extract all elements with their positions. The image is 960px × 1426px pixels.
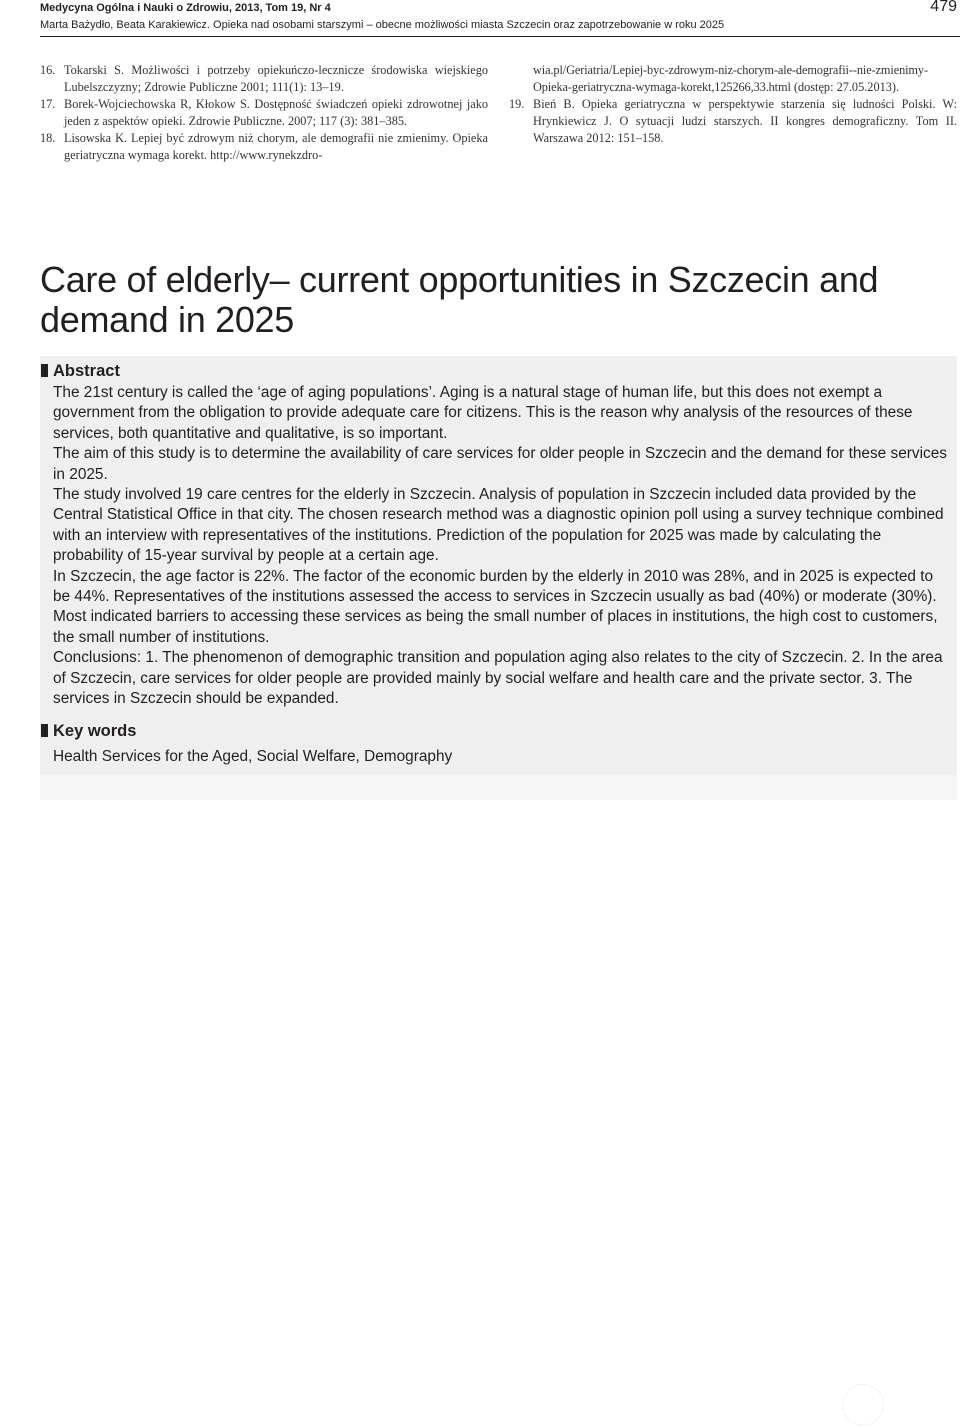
keywords-heading-label: Key words [53,722,137,740]
abstract-heading [41,362,120,381]
reference-item [40,62,488,96]
section-marker-icon [41,724,48,737]
journal-name: Medycyna Ogólna i Nauki o Zdrowiu, 2013, Tom 19, Nr 4 [40,2,331,14]
section-marker-icon [41,364,48,377]
running-title: Marta Bażydło, Beata Karakiewicz. Opieka nad osobami starszymi – obecne możliwości miasta Szczecin oraz zapotrzebowanie w roku 2025 [40,19,725,31]
page-header [40,0,960,37]
reference-item [40,96,488,130]
reference-text: Tokarski S. Możliwości i potrzeby opiekuńczo-lecznicze środowiska wiejskiego Lubelszczyzny; Zdrowie Publiczne 2001; 111(1): 13–19. [64,63,488,94]
reference-number: 16. [40,63,56,77]
references-left-column [40,62,488,164]
references-right-column [509,62,957,147]
article-title: Care of elderly– current opportunities in Szczecin and demand in 2025 [40,259,879,340]
watermark-icon [842,1384,884,1426]
keywords-heading [41,722,136,741]
reference-text: Borek-Wojciechowska R, Kłokow S. Dostępność świadczeń opieki zdrowotnej jako jeden z aspektów opieki. Zdrowie Publiczne. 2007; 117 (3): 381–385. [64,97,488,128]
abstract-heading-label: Abstract [53,362,120,380]
abstract-box-footer [40,775,957,800]
reference-access-date: (dostęp: 27.05.2013). [793,80,900,94]
reference-continuation [533,62,957,96]
abstract-paragraph: The study involved 19 care centres for the elderly in Szczecin. Analysis of population in Szczecin included data provided by the Central Statistical Office in that city. The chosen research method was a diagnostic opinion poll using a survey technique combined with an interview with representatives of the institutions. Prediction of the population for 2025 was made by calculating the probability of 15-year survival by people at a certain age. [53,486,944,565]
reference-number: 19. [509,97,525,111]
reference-text: Bień B. Opieka geriatryczna w perspektywie starzenia się ludności Polski. W: Hrynkiewicz J. O sytuacji ludzi starszych. II kongres demograficzny. Tom II. Warszawa 2012: 151–158. [533,97,957,145]
abstract-paragraph: The aim of this study is to determine the availability of care services for older people in Szczecin and the demand for these services in 2025. [53,445,947,483]
reference-url[interactable]: wia.pl/Geriatria/Lepiej-byc-zdrowym-niz-chorym-ale-demografii--nie-zmienimy-Opieka-geriatryczna-wymaga-korekt,125266,33.html [533,63,928,94]
abstract-paragraph: The 21st century is called the ‘age of aging populations’. Aging is a natural stage of human life, but this does not exempt a government from the obligation to provide adequate care for citizens. This is the reason why analysis of the resources of these services, both quantitative and qualitative, is so important. [53,384,913,442]
reference-text: Lisowska K. Lepiej być zdrowym niż chorym, ale demografii nie zmienimy. Opieka geriatryczna wymaga korekt. http://www.rynekzdro- [64,131,488,162]
abstract-paragraph: In Szczecin, the age factor is 22%. The factor of the economic burden by the elderly in 2010 was 28%, and in 2025 is expected to be 44%. Representatives of the institutions assessed the access to services in Szczecin usually as bad (40%) or moderate (30%). Most indicated barriers to accessing these services as being the small number of places in institutions, the high cost to customers, the small number of institutions. [53,567,938,646]
keywords-text: Health Services for the Aged, Social Welfare, Demography [53,748,453,765]
abstract-body [53,383,949,710]
reference-number: 18. [40,131,56,145]
abstract-paragraph: Conclusions: 1. The phenomenon of demographic transition and population aging also relates to the city of Szczecin. 2. In the area of Szczecin, care services for older people are provided mainly by social welfare and health care and the private sector. 3. The services in Szczecin should be expanded. [53,649,943,708]
reference-item [509,96,957,147]
reference-item [40,130,488,164]
page-number: 479 [930,0,957,15]
reference-number: 17. [40,97,56,111]
